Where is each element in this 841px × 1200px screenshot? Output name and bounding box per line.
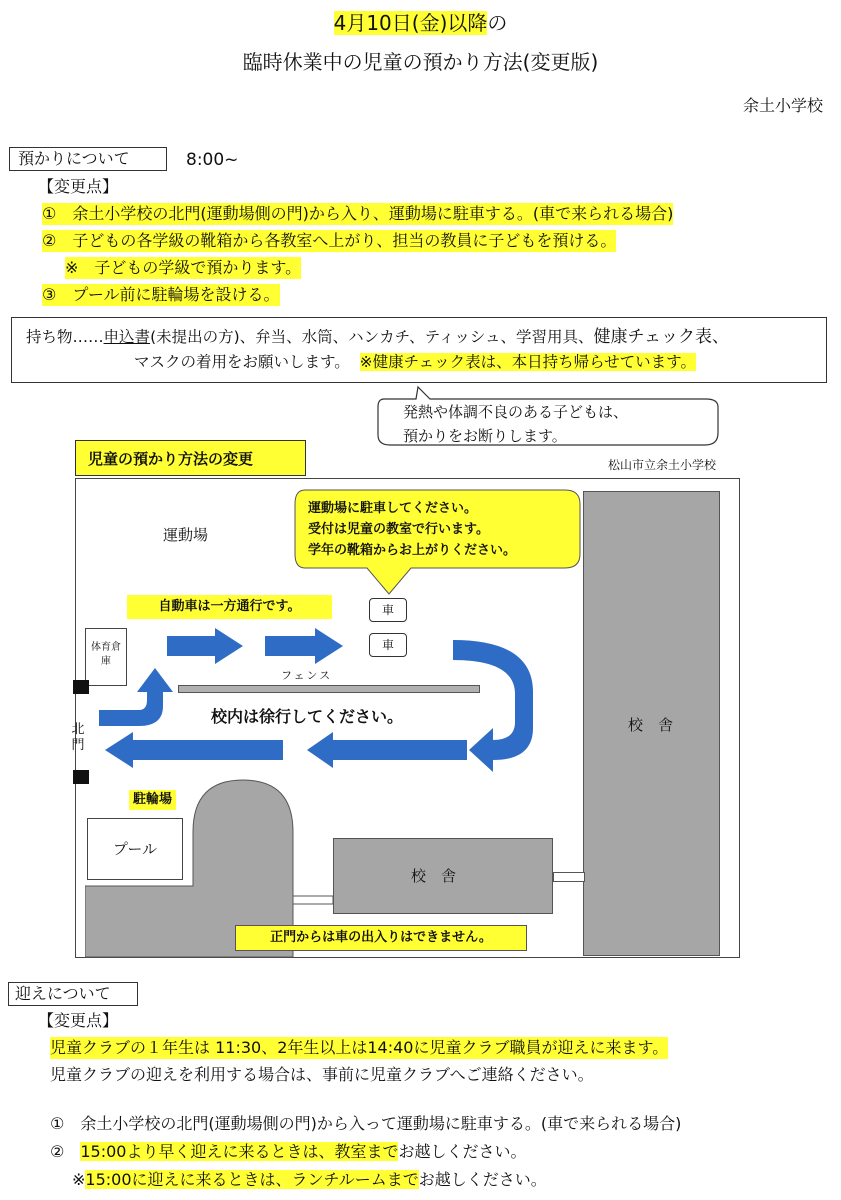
map-school-name: 松山市立余土小学校: [608, 458, 717, 472]
building-middle-label: 校 舎: [411, 867, 457, 885]
belongings-form: 申込書: [103, 328, 151, 346]
arrow-left-2: [105, 732, 283, 768]
azukari-time: 8:00~: [186, 150, 239, 170]
main-gate-note: 正門からは車の出入りはできません。: [235, 925, 527, 951]
north-gate-label: 北門: [71, 722, 85, 753]
mukae-item-3-prefix: ※: [72, 1170, 86, 1189]
belongings-line1: [26, 326, 729, 348]
belongings-box: [11, 317, 827, 383]
fence-label: フェンス: [281, 669, 333, 682]
bicycle-parking-label: 駐輪場: [129, 790, 176, 810]
belongings-items: (未提出の方)、弁当、水筒、ハンカチ、ティッシュ、学習用具、: [150, 328, 594, 346]
club-note: 児童クラブの迎えを利用する場合は、事前に児童クラブへご連絡ください。: [50, 1065, 594, 1084]
slow-sign: 校内は徐行してください。: [211, 707, 404, 726]
title-suffix: の: [487, 11, 508, 35]
belongings-prefix: 持ち物‥‥‥: [26, 328, 104, 346]
connector: [553, 872, 585, 882]
mukae-item-2-rest: お越しください。: [398, 1142, 527, 1161]
campus-map: [71, 440, 740, 958]
mukae-item-3-highlight: 15:00に迎えに来るときは、ランチルームまで: [85, 1170, 419, 1189]
parking-bubble-line3: 学年の靴箱からお上がりください。: [308, 543, 517, 558]
arrow-right-1: [167, 628, 243, 664]
azukari-item-1: ① 余土小学校の北門(運動場側の門)から入り、運動場に駐車する。(車で来られる場合): [42, 204, 674, 223]
car-icon: 車: [369, 633, 407, 657]
mukae-item-3: [72, 1169, 547, 1191]
gym-storage: 体育倉庫: [85, 628, 127, 686]
belongings-line2: [134, 351, 696, 373]
mukae-changes-label: 【変更点】: [38, 1011, 119, 1030]
building-right-label: 校 舎: [628, 716, 674, 734]
page-title-line2: 臨時休業中の児童の預かり方法(変更版): [242, 50, 599, 74]
belongings-health: 健康チェック表、: [593, 327, 730, 347]
parking-bubble-line2: 受付は児童の教室で行います。: [308, 522, 489, 537]
fever-line1: 発熱や体調不良のある子どもは、: [403, 403, 629, 421]
car-icon: 車: [369, 598, 407, 622]
changes-label: 【変更点】: [38, 177, 119, 196]
belongings-note: ※健康チェック表は、本日持ち帰らせています。: [359, 353, 696, 371]
mukae-item-2: [50, 1141, 527, 1163]
map-title: 児童の預かり方法の変更: [75, 440, 306, 476]
page-title-line1: [0, 10, 841, 36]
playground-label: 運動場: [163, 526, 209, 544]
mukae-item-3-rest: お越しください。: [418, 1170, 547, 1189]
school-name: 余土小学校: [742, 96, 823, 115]
arrow-left-1: [307, 732, 467, 768]
club-line: 児童クラブの１年生は 11:30、2年生以上は14:40に児童クラブ職員が迎えに来ます。: [50, 1038, 669, 1057]
fever-line2: 預かりをお断りします。: [403, 427, 567, 445]
arrow-right-2: [265, 628, 343, 664]
pool: プール: [87, 818, 183, 880]
azukari-item-3: ③ プール前に駐輪場を設ける。: [42, 285, 280, 304]
title-date: 4月10日(金)以降: [333, 11, 488, 35]
belongings-mask: マスクの着用をお願いします。: [134, 353, 350, 371]
arrow-entry: [99, 668, 173, 726]
azukari-item-2: ② 子どもの各学級の靴箱から各教室へ上がり、担当の教員に子どもを預ける。: [42, 231, 617, 250]
section-heading-mukae: 迎えについて: [8, 982, 138, 1006]
parking-bubble-line1: 運動場に駐車してください。: [308, 501, 478, 516]
mukae-item-2-prefix: ②: [50, 1142, 81, 1161]
traffic-arrows: [75, 440, 585, 780]
mukae-item-2-highlight: 15:00より早く迎えに来るときは、教室まで: [80, 1142, 399, 1161]
one-way-label: 自動車は一方通行です。: [127, 595, 332, 619]
mukae-item-1: ① 余土小学校の北門(運動場側の門)から入って運動場に駐車する。(車で来られる場合): [50, 1114, 682, 1133]
azukari-note: ※ 子どもの学級で預かります。: [65, 258, 302, 277]
section-heading-azukari: 預かりについて: [9, 147, 167, 171]
